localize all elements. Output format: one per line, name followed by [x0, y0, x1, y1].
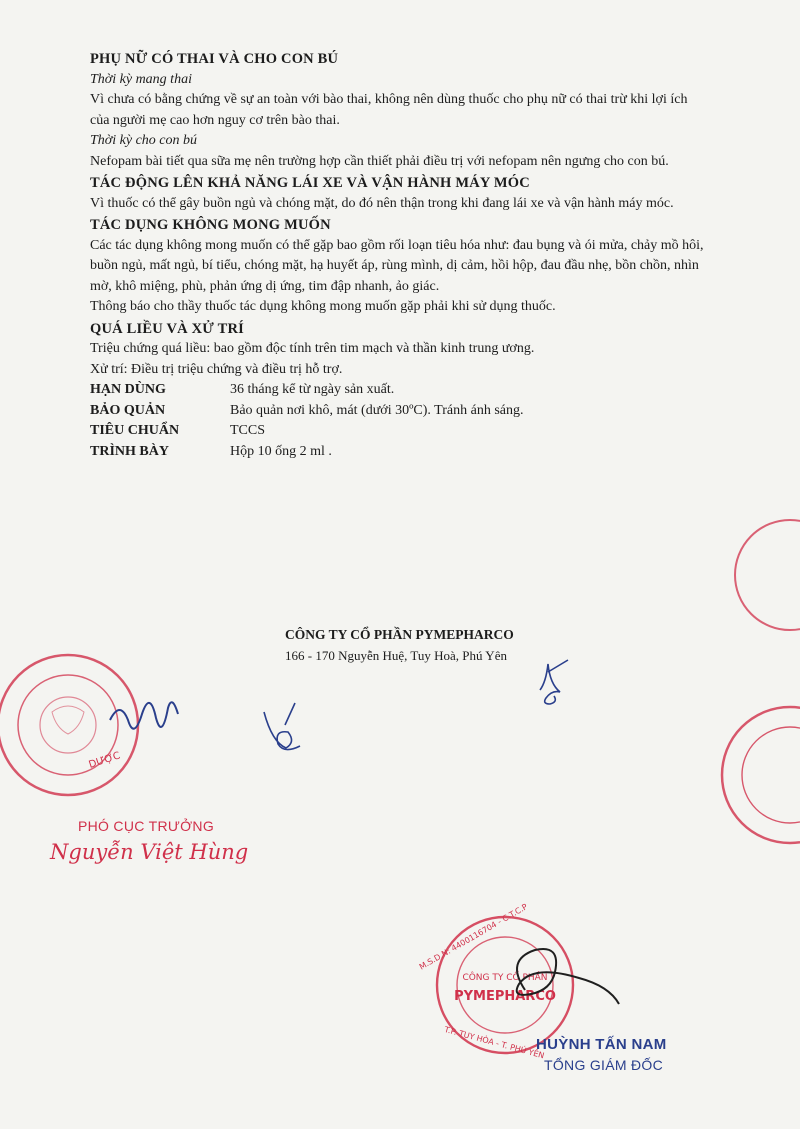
right-edge-stamp-top [735, 520, 800, 630]
right-signer-block [536, 1036, 667, 1073]
right-signer-name: HUỲNH TẤN NAM [536, 1036, 667, 1053]
heading-driving: TÁC ĐỘNG LÊN KHẢ NĂNG LÁI XE VÀ VẬN HÀNH MÁY MÓC [90, 175, 530, 191]
spec-label: BẢO QUẢN [90, 402, 166, 418]
spec-value: 36 tháng kể từ ngày sản xuất. [230, 382, 395, 397]
left-signer-name: Nguyễn Việt Hùng [50, 840, 249, 864]
left-stamp-signature [110, 702, 178, 728]
heading-overdose: QUÁ LIỀU VÀ XỬ TRÍ [90, 320, 244, 337]
side-effects-report-text: Thông báo cho thầy thuốc tác dụng không mong muốn gặp phải khi sử dụng thuốc. [90, 299, 556, 314]
right-signer-title: TỔNG GIÁM ĐỐC [544, 1057, 664, 1073]
stamp-bottom-arc-text: T.P. TUY HÒA - T. PHÚ YÊN [443, 1024, 546, 1061]
left-stamp-text: DƯỢC [87, 750, 122, 771]
company-name: CÔNG TY CỔ PHẦN PYMEPHARCO [285, 627, 514, 642]
spec-value: Hộp 10 ống 2 ml . [230, 443, 332, 459]
overdose-treatment-text: Xử trí: Điều trị triệu chứng và điều trị hỗ trợ. [90, 361, 343, 377]
spec-label: TIÊU CHUẨN [90, 423, 180, 438]
side-effects-text: Các tác dụng không mong muốn có thể gặp bao gồm rối loạn tiêu hóa như: đau bụng và ói mửa, chảy mồ hôi, buồn ngủ, mất ngủ, bí tiểu, chóng mặt, hạ huyết áp, rùng mình, dị cảm, hồi hộp, đau đầu nhẹ, bồn chồn, nhìn mờ, khô miệng, phù, phản ứng dị ứng, tim đập nhanh, ảo giác. [90, 237, 704, 294]
overdose-symptoms-text: Triệu chứng quá liều: bao gồm độc tính trên tim mạch và thần kinh trung ương. [90, 341, 535, 356]
subheading-breastfeeding-period: Thời kỳ cho con bú [90, 133, 198, 148]
stamp-center-line1: CÔNG TY CỔ PHẦN [462, 973, 548, 983]
subheading-pregnancy-period: Thời kỳ mang thai [90, 71, 192, 87]
company-address: 166 - 170 Nguyễn Huệ, Tuy Hoà, Phú Yên [285, 648, 507, 663]
heading-pregnancy: PHỤ NỮ CÓ THAI VÀ CHO CON BÚ [90, 51, 339, 67]
left-signer-title: PHÓ CỤC TRƯỞNG [78, 818, 215, 834]
pregnancy-text: Vì chưa có bằng chứng về sự an toàn với bào thai, không nên dùng thuốc cho phụ nữ có thai trừ khi lợi ích của người mẹ cao hơn nguy cơ trên bào thai. [90, 92, 688, 128]
initial-mark-center [264, 703, 300, 750]
initial-mark-right [540, 660, 568, 704]
spec-value: TCCS [230, 423, 266, 438]
right-edge-stamp-middle [722, 707, 800, 843]
stamp-top-arc-text: M.S.D.N: 4400116704 - C.T.C.P [417, 902, 530, 972]
breastfeeding-text: Nefopam bài tiết qua sữa mẹ nên trường hợp cần thiết phải điều trị với nefopam nên ngưng cho con bú. [90, 153, 669, 169]
heading-side-effects: TÁC DỤNG KHÔNG MONG MUỐN [90, 217, 331, 233]
driving-text: Vì thuốc có thể gây buồn ngủ và chóng mặt, do đó nên thận trong khi đang lái xe và vận hành máy móc. [90, 195, 674, 211]
spec-value: Bảo quản nơi khô, mát (dưới 30ºC). Tránh ánh sáng. [230, 402, 524, 418]
stamp-center-line2: PYMEPHARCO [454, 989, 556, 1004]
spec-label: HẠN DÙNG [90, 382, 166, 397]
left-signer-block [50, 818, 249, 864]
left-stamp [0, 655, 138, 795]
spec-label: TRÌNH BÀY [90, 443, 169, 459]
